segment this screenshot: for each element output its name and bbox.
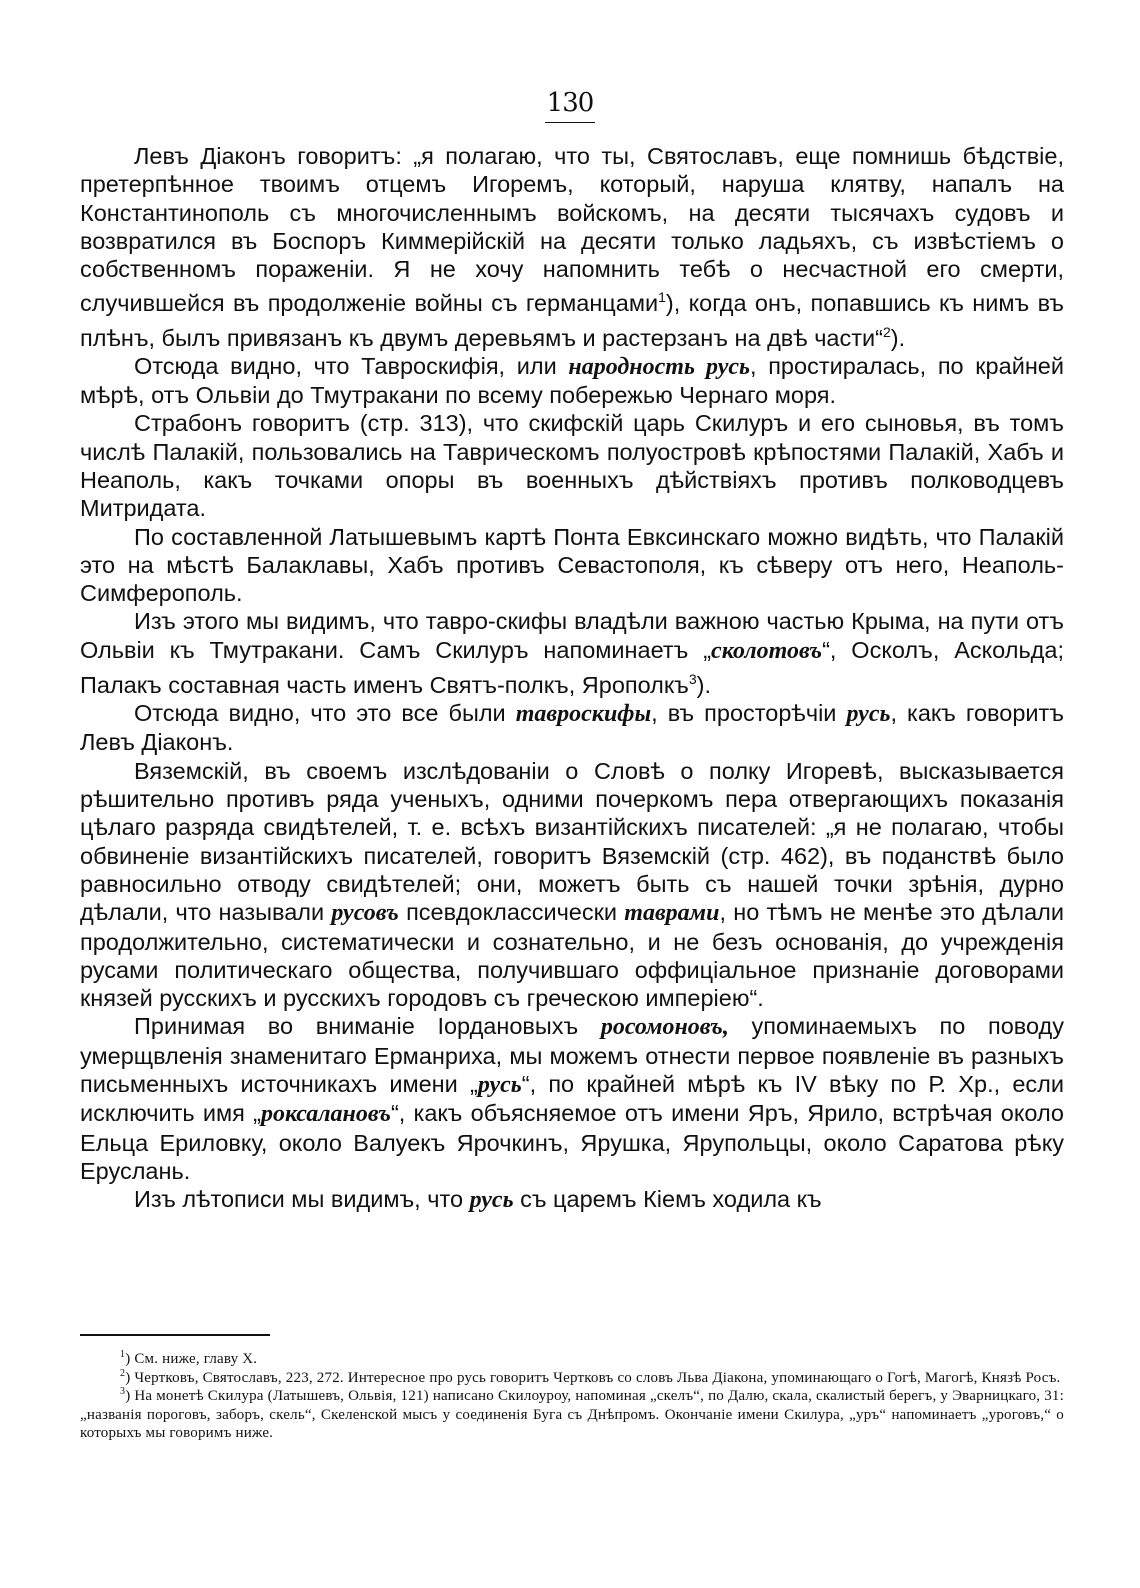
text-run: “, Осколъ, Аскольда; Палакъ составная часть именъ Святъ-полкъ, Ярополкъ [80, 636, 1064, 698]
footnote-mark: 2 [120, 1367, 126, 1379]
italic-term: русовъ [331, 900, 399, 927]
paragraph [80, 1012, 1064, 1185]
text-run: Левъ Діаконъ говоритъ: „я полагаю, что ты, Святославъ, еще помнишь бѣдствіе, претерпѣнное твоимъ отцемъ Игоремъ, который, наруша клятву, напалъ на Константинополь съ многочисленнымъ войскомъ, на десяти тысячахъ судовъ и возвратился въ Боспоръ Киммерійскій на десяти только ладьяхъ, съ извѣстіемъ о собственномъ пораженіи. Я не хочу напомнить тебѣ о несчастной его смерти, случившейся въ продолженіе войны съ германцами [80, 143, 1064, 317]
paragraph [80, 1185, 1064, 1214]
text-run: ), когда онъ, попавшись къ нимъ въ плѣнъ, былъ привязанъ къ двумъ деревьямъ и растерзанъ на двѣ части“ [80, 290, 1064, 351]
text-run: ). [696, 671, 712, 698]
footnote-reference: 3 [688, 671, 697, 687]
text-run: , но тѣмъ не менѣе это дѣлали продолжительно, систематически и сознательно, и не безъ основанія, до учрежденія русами политическаго общества, получившаго оффиціальное признаніе договорами князей русскихъ и русскихъ городовъ съ греческою имперіею“. [80, 899, 1064, 1012]
text-run: Страбонъ говоритъ (стр. 313), что скифскій царь Скилуръ и его сыновья, въ томъ числѣ Палакій, пользовались на Таврическомъ полуостровѣ крѣпостями Палакій, Хабъ и Неаполь, какъ точками опоры въ военныхъ дѣйствіяхъ противъ полководцевъ Митридата. [80, 410, 1064, 522]
text-run: Изъ лѣтописи мы видимъ, что [134, 1186, 470, 1213]
italic-term: русь [846, 701, 891, 728]
page-number-text: 130 [545, 88, 596, 123]
italic-term: русь [469, 1187, 514, 1214]
text-run: Принимая во вниманіе Іордановыхъ [134, 1013, 601, 1040]
italic-term: тавроскифы [515, 701, 652, 728]
text-run: , простиралась, по крайней мѣрѣ, отъ Ольвіи до Тмутракани по всему побережью Чернаго моря. [80, 352, 1065, 409]
text-run: По составленной Латышевымъ картѣ Понта Евксинскаго можно видѣть, что Палакій это на мѣстѣ Балаклавы, Хабъ противъ Севастополя, къ сѣверу отъ него, Неаполь-Симферополь. [80, 523, 1064, 607]
text-run: “, какъ объясняемое отъ имени Яръ, Ярило, встрѣчая около Ельца Ериловку, около Валуекъ Ярочкинъ, Ярушка, Ярупольцы, около Саратова рѣку Еруслань. [80, 1100, 1064, 1184]
footnote [80, 1369, 1064, 1388]
paragraph [80, 699, 1064, 757]
main-text [80, 142, 1064, 1214]
footnote-divider [80, 1334, 270, 1336]
text-run: , въ просторѣчіи [651, 700, 847, 727]
italic-term: росомоновъ, [600, 1014, 729, 1041]
footnote-mark: 3 [120, 1386, 126, 1398]
footnote-text: ) Чертковъ, Святославъ, 223, 272. Интересное про русь говоритъ Чертковъ со словъ Льва Діакона, упоминающаго о Гогѣ, Магогѣ, Князѣ Росъ. [125, 1369, 1061, 1386]
italic-term: таврами [624, 900, 720, 927]
text-run: Отсюда видно, что Тавроскифія, или [134, 352, 569, 379]
footnote-text: ) На монетѣ Скилура (Латышевъ, Ольвія, 121) написано Скилоуроу, напоминая „скелъ“, по Далю, скала, скалистый берегъ, у Эварницкаго, 31: „названія пороговъ, заборъ, скель“, Скеленской мысъ у соединенія Буга съ Днѣпромъ. Окончаніе имени Скилура, „уръ“ напоминаетъ „уроговъ,“ о которыхъ мы говоримъ ниже. [80, 1388, 1064, 1442]
text-run: Отсюда видно, что это все были [134, 700, 516, 727]
text-run: “, по крайней мѣрѣ къ IV вѣку по Р. Хр., если исключить имя „ [80, 1070, 1064, 1127]
italic-term: народность русь [568, 353, 751, 380]
footnote [80, 1350, 1064, 1369]
text-run: упоминаемыхъ по поводу умерщвленія знаменитаго Ерманриха, мы можемъ отнести первое появленіе въ разныхъ письменныхъ источникахъ имени „ [80, 1013, 1065, 1097]
paragraph [80, 352, 1064, 410]
text-run: съ царемъ Кіемъ ходила къ [513, 1186, 822, 1213]
paragraph [80, 607, 1064, 699]
text-run: ). [890, 324, 906, 351]
paragraph [80, 757, 1064, 1013]
footnotes [80, 1350, 1064, 1443]
footnote-text: ) См. ниже, главу X. [125, 1351, 258, 1367]
text-run: псевдоклассически [398, 899, 625, 926]
footnote [80, 1387, 1064, 1443]
italic-term: сколотовъ [711, 637, 823, 664]
paragraph [80, 523, 1064, 608]
italic-term: роксалановъ [260, 1101, 391, 1128]
footnote-reference: 1 [658, 289, 666, 306]
italic-term: русь [477, 1071, 522, 1098]
page-number [0, 88, 1140, 123]
text-run: Изъ этого мы видимъ, что тавро-скифы владѣли важною частью Крыма, на пути отъ Ольвіи къ Тмутракани. Самъ Скилуръ напоминаетъ „ [80, 608, 1064, 663]
footnote-mark: 1 [120, 1349, 126, 1360]
text-run: Вяземскій, въ своемъ изслѣдованіи о Словѣ о полку Игоревѣ, высказывается рѣшительно противъ ряда ученыхъ, одними почеркомъ пера отвергающихъ показанія цѣлаго разряда свидѣтелей, т. е. всѣхъ византійскихъ писателей: „я не полагаю, чтобы обвиненіе византійскихъ писателей, говоритъ Вяземскій (стр. 462), въ поданствѣ было равносильно отводу свидѣтелей; они, можетъ быть съ нашей точки зрѣнія, дурно дѣлали, что называли [80, 757, 1064, 926]
paragraph [80, 409, 1064, 522]
footnote-reference: 2 [882, 323, 891, 340]
paragraph [80, 142, 1064, 352]
text-run: , какъ говоритъ Левъ Діаконъ. [80, 700, 1064, 756]
